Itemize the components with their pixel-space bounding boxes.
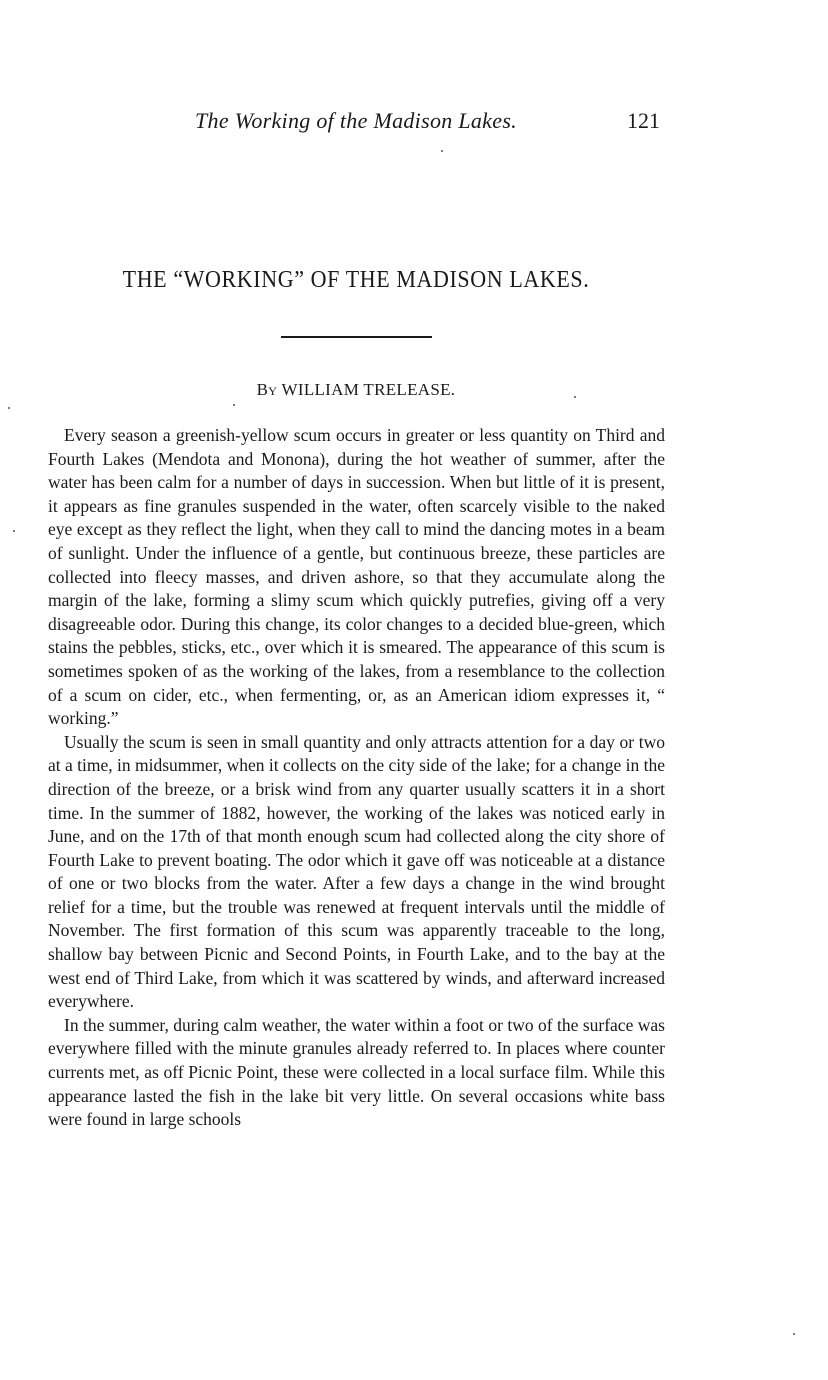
title-rule: [281, 336, 432, 338]
scan-speck: [574, 396, 576, 398]
scan-speck: [13, 530, 15, 532]
byline: [48, 380, 664, 400]
running-title: The Working of the Madison Lakes.: [195, 108, 517, 133]
page-number: 121: [627, 108, 660, 133]
scan-speck: [8, 407, 10, 409]
byline-prefix: By: [256, 380, 278, 399]
scan-speck: [233, 404, 235, 406]
scan-speck: [793, 1333, 795, 1335]
scan-speck: [441, 150, 443, 152]
paragraph: In the summer, during calm weather, the water within a foot or two of the surface was everywhere filled with the minute granules already referred to. In places where counter currents met, as off Picnic Point, these were collected in a local surface film. While this appearance lasted the fish in the lake bit very little. On several occasions white bass were found in large schools: [48, 1014, 665, 1130]
byline-author: WILLIAM TRELEASE.: [277, 380, 456, 399]
running-head: [48, 108, 664, 138]
article-body: [48, 424, 665, 1132]
article-title: THE “WORKING” OF THE MADISON LAKES.: [122, 264, 590, 293]
paragraph: Usually the scum is seen in small quantity and only attracts attention for a day or two at a time, in midsummer, when it collects on the city side of the lake; for a change in the direction of the breeze, or a brisk wind from any quarter usually scatters it in a short time. In the summer of 1882, however, the working of the lakes was noticed early in June, and on the 17th of that month enough scum had collected along the city shore of Fourth Lake to prevent boating. The odor which it gave off was noticeable at a distance of one or two blocks from the water. After a few days a change in the wind brought relief for a time, but the trouble was renewed at frequent intervals until the middle of November. The first formation of this scum was apparently traceable to the long, shallow bay between Picnic and Second Points, in Fourth Lake, and to the bay at the west end of Third Lake, from which it was scattered by winds, and afterward increased everywhere.: [48, 731, 665, 1012]
paragraph: Every season a greenish-yellow scum occurs in greater or less quantity on Third and Fourth Lakes (Mendota and Monona), during the hot weather of summer, after the water has been calm for a number of days in succession. When but little of it is present, it appears as fine granules suspended in the water, often scarcely visible to the naked eye except as they reflect the light, when they call to mind the dancing motes in a beam of sunlight. Under the influence of a gentle, but continuous breeze, these particles are collected into fleecy masses, and driven ashore, so that they accumulate along the margin of the lake, forming a slimy scum which quickly putrefies, giving off a very disagreeable odor. During this change, its color changes to a decided blue-green, which stains the pebbles, sticks, etc., over which it is smeared. The appearance of this scum is sometimes spoken of as the working of the lakes, from a resemblance to the collection of a scum on cider, etc., when fermenting, or, as an American idiom expresses it, “ working.”: [48, 425, 665, 729]
